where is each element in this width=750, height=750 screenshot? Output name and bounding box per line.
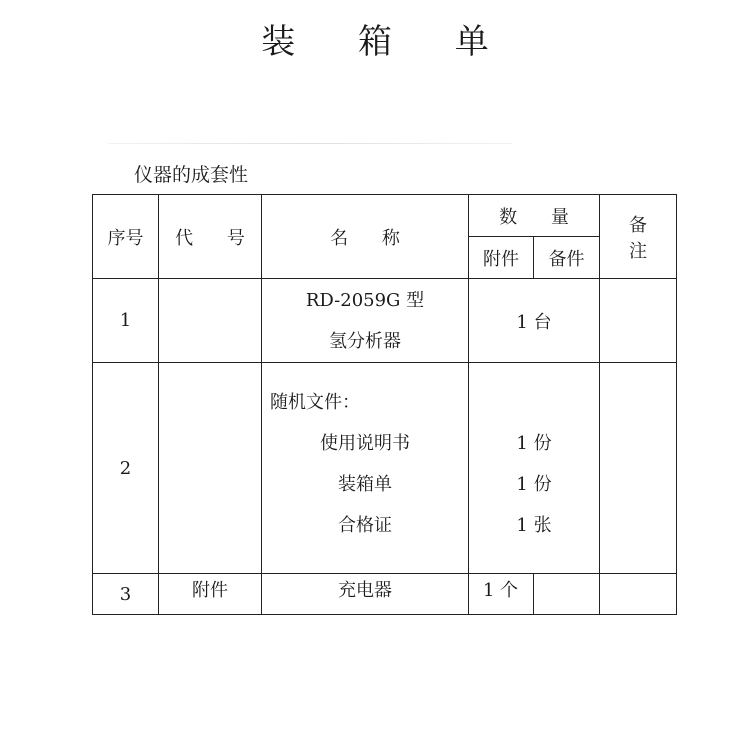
packing-list-table xyxy=(92,194,677,615)
header-quantity: 数 量 xyxy=(469,195,600,237)
row-name-line: 氢分析器 xyxy=(329,330,401,352)
document-item: 使用说明书 xyxy=(320,433,410,454)
document-qty: 1 份 xyxy=(516,433,552,454)
header-code: 代 号 xyxy=(159,195,262,279)
row-attachment-qty: 1 个 xyxy=(469,574,534,615)
table-row xyxy=(93,279,677,363)
header-index: 序号 xyxy=(93,195,159,279)
row-code xyxy=(159,279,262,363)
row-spare-qty xyxy=(534,574,600,615)
header-spare: 备件 xyxy=(534,237,600,279)
document-list-heading: 随机文件： xyxy=(270,392,360,413)
header-name: 名 称 xyxy=(262,195,469,279)
document-qty: 1 份 xyxy=(516,474,552,495)
row-remark xyxy=(600,574,677,615)
row-name-line: RD-2059G 型 xyxy=(305,289,425,311)
header-remark: 备 注 xyxy=(600,195,677,279)
header-attachment: 附件 xyxy=(469,237,534,279)
row-index: 3 xyxy=(93,574,159,615)
document-qty: 1 张 xyxy=(516,515,552,536)
table-row xyxy=(93,363,677,574)
row-index: 1 xyxy=(93,279,159,363)
row-remark xyxy=(600,279,677,363)
row-quantity: 1 台 xyxy=(469,279,600,363)
document-title: 装 箱 单 xyxy=(261,22,515,62)
faint-divider xyxy=(108,143,512,144)
table-row xyxy=(93,574,677,615)
row-quantity xyxy=(469,363,600,574)
document-item: 装箱单 xyxy=(338,474,392,495)
row-code xyxy=(159,363,262,574)
row-remark xyxy=(600,363,677,574)
row-name xyxy=(262,363,469,574)
row-name xyxy=(262,279,469,363)
row-name: 充电器 xyxy=(262,574,469,615)
row-code: 附件 xyxy=(159,574,262,615)
document-item: 合格证 xyxy=(338,515,392,536)
row-index: 2 xyxy=(93,363,159,574)
section-subtitle: 仪器的成套性 xyxy=(134,164,249,186)
